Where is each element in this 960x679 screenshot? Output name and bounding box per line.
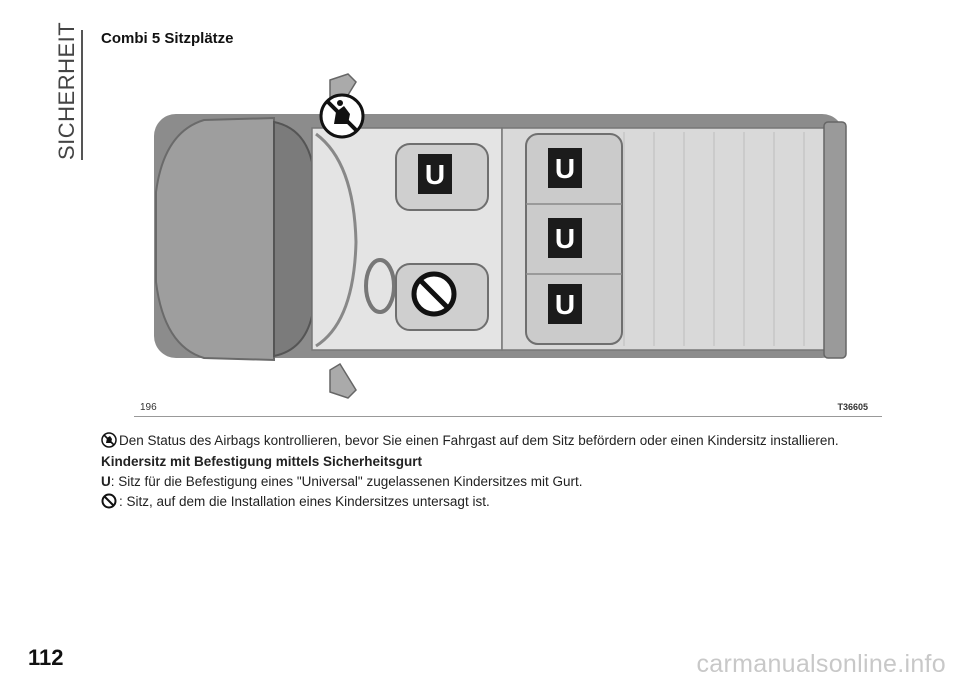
van-seat-diagram	[134, 72, 882, 420]
legend-prohibited	[101, 493, 901, 511]
svg-text:U: U	[554, 289, 576, 320]
section-heading: Kindersitz mit Befestigung mittels Sicherheitsgurt	[101, 454, 423, 469]
svg-text:U: U	[554, 153, 576, 184]
legend-universal	[101, 473, 901, 491]
no-entry-icon	[101, 493, 117, 509]
watermark: carmanualsonline.info	[696, 650, 946, 678]
no-entry-icon	[414, 274, 454, 314]
figure-code: T36605	[837, 402, 868, 412]
windshield	[274, 122, 312, 356]
legend-prohibited-text: : Sitz, auf dem die Installation eines Kindersitzes untersagt ist.	[119, 494, 490, 509]
seat-badge-front-passenger	[418, 154, 452, 194]
seat-badge-rear-left	[548, 284, 582, 324]
svg-text:U: U	[554, 223, 576, 254]
section-side-tab	[54, 21, 84, 160]
section-title: Combi 5 Sitzplätze	[101, 30, 234, 47]
legend-u-text: : Sitz für die Befestigung eines "Universal" zugelassenen Kindersitzes mit Gurt.	[110, 474, 583, 489]
airbag-note-text: Den Status des Airbags kontrollieren, bevor Sie einen Fahrgast auf dem Sitz befördern oder einen Kindersitz installieren.	[119, 433, 839, 448]
legend-u-key: U	[101, 474, 111, 489]
seat-badge-rear-right	[548, 148, 582, 188]
rear-doors	[824, 122, 846, 358]
figure-divider	[134, 416, 882, 417]
figure-number: 196	[140, 402, 157, 413]
van-hood	[156, 118, 274, 360]
seat-badge-rear-center	[548, 218, 582, 258]
airbag-deactivation-icon	[321, 95, 363, 137]
page-number: 112	[28, 645, 64, 670]
airbag-note	[101, 432, 901, 450]
svg-text:U: U	[424, 159, 446, 190]
side-tab-rule	[81, 30, 83, 160]
section-side-label: SICHERHEIT	[54, 21, 79, 160]
mirror-bottom	[330, 364, 356, 398]
airbag-deactivation-icon	[101, 432, 117, 448]
